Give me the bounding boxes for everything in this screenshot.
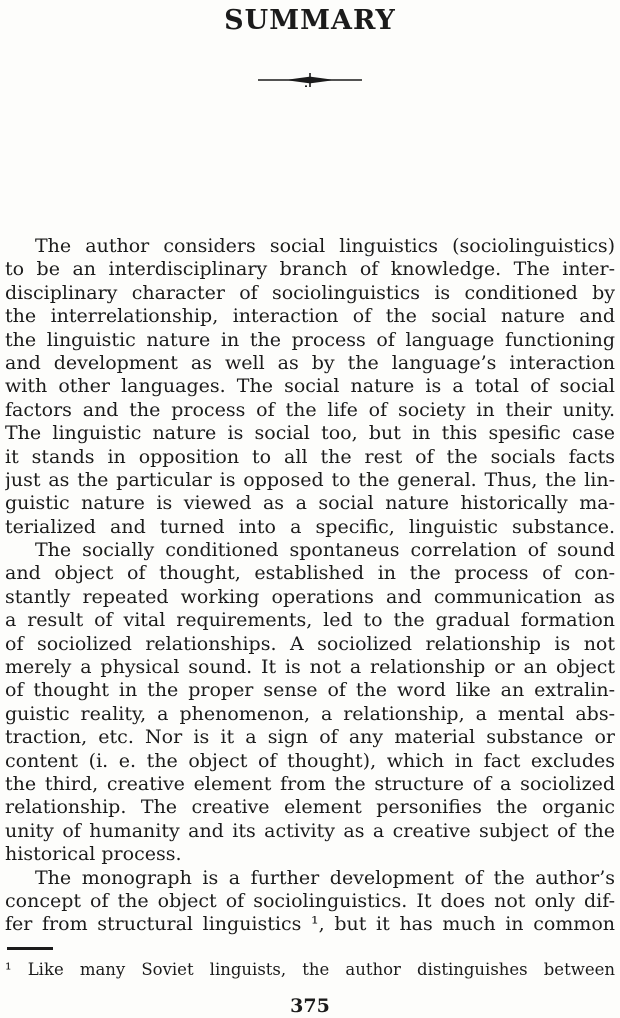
text-line: merely a physical sound. It is not a relationship or an object: [5, 656, 615, 679]
paragraph: [5, 539, 615, 866]
text-line: of thought in the proper sense of the word like an extralin-: [5, 679, 615, 702]
text-line: The monograph is a further development of the author’s: [35, 866, 615, 889]
paragraph: [5, 867, 615, 937]
footnote-separator-rule: [7, 947, 53, 950]
text-line: to be an interdisciplinary branch of knowledge. The inter-: [5, 258, 615, 281]
text-line: The linguistic nature is social too, but in this spesific case: [5, 422, 615, 445]
text-line: historical process.: [5, 843, 182, 866]
text-line: terialized and turned into a specific, linguistic substance.: [5, 515, 615, 538]
paragraph: [5, 235, 615, 539]
divider-ornament-icon: [257, 72, 363, 88]
text-line: the interrelationship, interaction of the social nature and: [5, 305, 615, 328]
text-line: the linguistic nature in the process of language functioning: [5, 328, 615, 351]
body-text: [5, 235, 615, 937]
text-line: guistic reality, a phenomenon, a relationship, a mental abs-: [5, 702, 615, 725]
text-line: The socially conditioned spontaneus correlation of sound: [35, 539, 615, 562]
footnote-line: ¹ Like many Soviet linguists, the author distinguishes between: [5, 959, 615, 979]
text-line: it stands in opposition to all the rest of the socials facts: [5, 445, 615, 468]
text-line: The author considers social linguistics (sociolinguistics): [35, 235, 615, 257]
text-line: content (i. e. the object of thought), which in fact excludes: [5, 749, 615, 772]
text-line: unity of humanity and its activity as a creative subject of the: [5, 819, 615, 842]
text-line: traction, etc. Nor is it a sign of any material substance or: [5, 726, 615, 749]
text-line: and object of thought, established in the process of con-: [5, 562, 615, 585]
text-line: a result of vital requirements, led to the gradual formation: [5, 609, 615, 632]
text-line: the third, creative element from the structure of a sociolized: [5, 772, 615, 795]
text-line: guistic nature is viewed as a social nature historically ma-: [5, 492, 615, 515]
text-line: stantly repeated working operations and communication as: [5, 585, 615, 608]
page-number: 375: [290, 994, 330, 1017]
text-line: concept of the object of sociolinguistics. It does not only dif-: [5, 889, 615, 912]
page-title: SUMMARY: [224, 5, 396, 36]
text-line: factors and the process of the life of society in their unity.: [5, 398, 615, 421]
text-line: with other languages. The social nature is a total of social: [5, 375, 615, 398]
text-line: relationship. The creative element personifies the organic: [5, 796, 615, 819]
text-line: disciplinary character of sociolinguistics is conditioned by: [5, 281, 615, 304]
footnote: [5, 959, 615, 981]
text-line: of sociolized relationships. A sociolized relationship is not: [5, 632, 615, 655]
text-line: just as the particular is opposed to the general. Thus, the lin-: [5, 468, 615, 491]
text-line: and development as well as by the language’s interaction: [5, 351, 615, 374]
text-line: fer from structural linguistics ¹, but it has much in common: [5, 913, 615, 936]
